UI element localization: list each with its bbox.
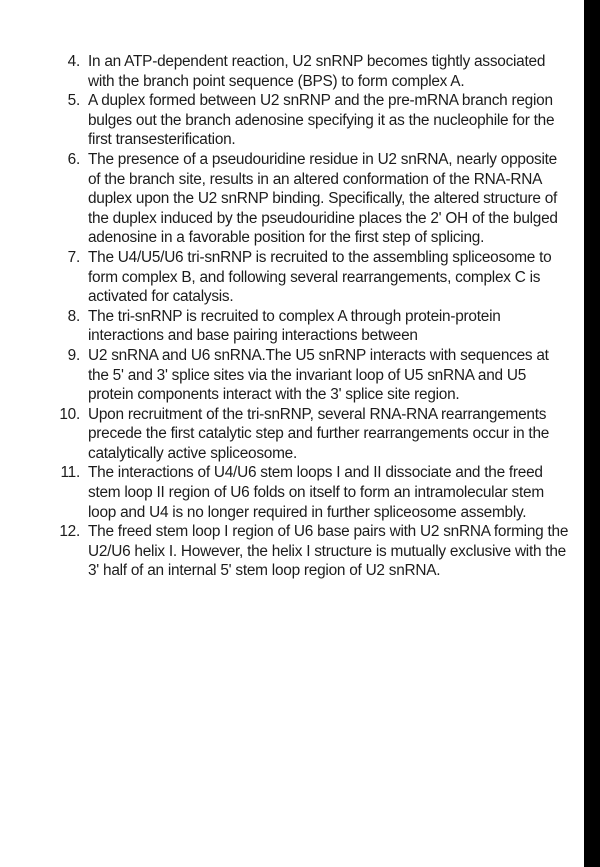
list-item	[52, 463, 572, 522]
list-item	[52, 91, 572, 150]
list-item	[52, 150, 572, 248]
list-item-text: In an ATP-dependent reaction, U2 snRNP becomes tightly associated with the branch point sequence (BPS) to form complex A.	[88, 53, 546, 90]
list-item-number: 5.	[67, 92, 80, 110]
list-item-number: 9.	[67, 346, 80, 364]
list-item-text: U2 snRNA and U6 snRNA.The U5 snRNP interacts with sequences at the 5' and 3' splice sites via the invariant loop of U5 snRNA and U5 protein components interact with the 3' splice site region.	[88, 346, 549, 404]
list-item	[52, 307, 572, 346]
list-item-text: The presence of a pseudouridine residue in U2 snRNA, nearly opposite of the branch site, results in an altered conformation of the RNA-RNA duplex upon the U2 snRNP binding. Specifically, the altered structure of the duplex induced by the pseudouridine places the 2' OH of the bulged adenosine in a favorable position for the first step of splicing.	[88, 150, 558, 247]
list-item-text: Upon recruitment of the tri-snRNP, several RNA-RNA rearrangements precede the first catalytic step and further rearrangements occur in the catalytically active spliceosome.	[88, 405, 550, 462]
right-edge-bar	[584, 0, 600, 867]
list-item	[52, 346, 572, 405]
list-item-number: 10.	[59, 405, 80, 423]
list-item-text: A duplex formed between U2 snRNP and the pre-mRNA branch region bulges out the branch adenosine specifying it as the nucleophile for the first transesterification.	[88, 92, 555, 149]
list-item-number: 12.	[59, 523, 80, 541]
list-item-text: The tri-snRNP is recruited to complex A through protein-protein interactions and base pairing interactions between	[88, 307, 501, 345]
list-item	[52, 52, 572, 91]
numbered-list	[52, 52, 572, 581]
list-item-number: 11.	[60, 464, 80, 482]
list-item	[52, 405, 572, 464]
list-item-text: The interactions of U4/U6 stem loops I and II dissociate and the freed stem loop II region of U6 folds on itself to form an intramolecular stem loop and U4 is no longer required in further spliceosome assembly.	[88, 464, 544, 521]
list-item-number: 4.	[67, 53, 80, 70]
list-item-number: 7.	[67, 248, 80, 266]
list-item-text: The U4/U5/U6 tri-snRNP is recruited to the assembling spliceosome to form complex B, and following several rearrangements, complex C is activated for catalysis.	[88, 248, 552, 306]
list-item	[52, 522, 572, 581]
list-item	[52, 248, 572, 307]
list-item-text: The freed stem loop I region of U6 base pairs with U2 snRNA forming the U2/U6 helix I. However, the helix I structure is mutually exclusive with the 3' half of an internal 5' stem loop region of U2 snRNA.	[88, 523, 569, 580]
list-item-number: 6.	[67, 150, 80, 168]
list-item-number: 8.	[67, 307, 80, 325]
